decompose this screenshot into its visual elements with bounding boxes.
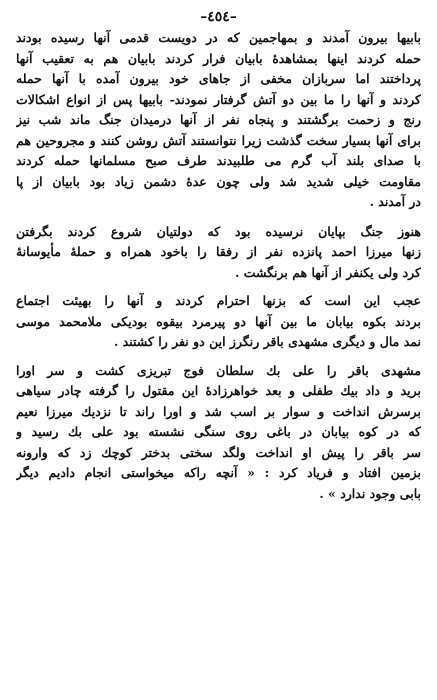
text-line: سر باقر را پیش او انداخت ولگد سختی بدختر کوچك زد که وارونه	[16, 444, 421, 460]
paragraph-4	[16, 361, 421, 505]
text-line: حمله کردند اینها بمشاهدهٔ بابیان فرار کردند بابیان هم به تعقیب آنها	[16, 50, 421, 66]
text-line: برای آنها بسیار سخت گذشت زیرا نتوانستند آتش روشن کنند و مجروحین هم	[16, 132, 421, 148]
text-line: که در کوه بیابان در باغی روی سنگی نشسته بود علی بك رسید و	[16, 424, 421, 439]
text-line: عجب این است که بزنها احترام کردند و آنها را بهیئت اجتماع	[16, 293, 421, 308]
text-line: کرد ولی یکنفر از آنها هم برنگشت .	[235, 264, 421, 280]
text-line: پرداختند اما سربازان مخفی از جاهای خود بیرون آمده با آنها حمله	[16, 71, 421, 86]
text-line: برسرش انداخت و سوار بر اسب شد و اورا راند تا نزدیك میرزا نعیم	[16, 403, 421, 419]
paragraph-2	[16, 222, 421, 284]
text-line: رنج و زحمت برگشتند و پنجاه نفر از آنها درمیدان جنگ ماند شب نیز	[16, 112, 421, 127]
text-line: بردند بکوه بیابان ما بین آنها دو پیرمرد بیقوه بودیکی ملامحمد موسی	[16, 313, 421, 329]
paragraph-spacer	[16, 353, 421, 361]
text-line: بابی وجود ندارد » .	[319, 485, 421, 501]
text-line: هنوز جنگ بپایان نرسیده بود که دولتیان شروع کردند بگرفتن	[16, 223, 421, 239]
text-line: مشهدی باقر را علی بك سلطان فوج تبریزی کشت و سر اورا	[16, 362, 421, 378]
text-line: در آمدند .	[369, 194, 421, 209]
paragraph-spacer	[16, 283, 421, 291]
page-number: –٤٥٤–	[200, 9, 237, 25]
paragraph-1	[16, 28, 421, 213]
text-line: بابیها بیرون آمدند و بمهاجمین که در دویست قدمی آنها رسیده بودند	[16, 30, 421, 45]
text-line: برید و داد بیك طفلی و بعد خواهرزادهٔ این مقتول را گرفته چادر سیاهی	[16, 383, 421, 398]
text-line: نمد مال و دیگری مشهدی باقر رنگرز این دو نفر را کشتند .	[113, 334, 421, 349]
paragraph-3	[16, 291, 421, 353]
text-line: کردند و آنها را ما بین دو آتش گرفتار نمودند- بابیها پس از انواع اشکالات	[16, 91, 421, 107]
text-line: بزمین افتاد و فریاد کرد : « آنچه راکه میخواستی انجام دادیم دیگر	[16, 465, 421, 480]
text-line: با صدای بلند آب گرم می طلبیدند طرف صبح مسلمانها حمله کردند	[16, 153, 421, 168]
paragraph-spacer	[16, 213, 421, 222]
text-line: مقاومت خیلی شدید شد ولی چون عدهٔ دشمن زیاد بود بابیان از پا	[16, 173, 421, 189]
text-line: زنها میرزا احمد پانزده نفر از رفقا را باخود همراه و حملهٔ مأیوسانهٔ	[16, 244, 421, 259]
